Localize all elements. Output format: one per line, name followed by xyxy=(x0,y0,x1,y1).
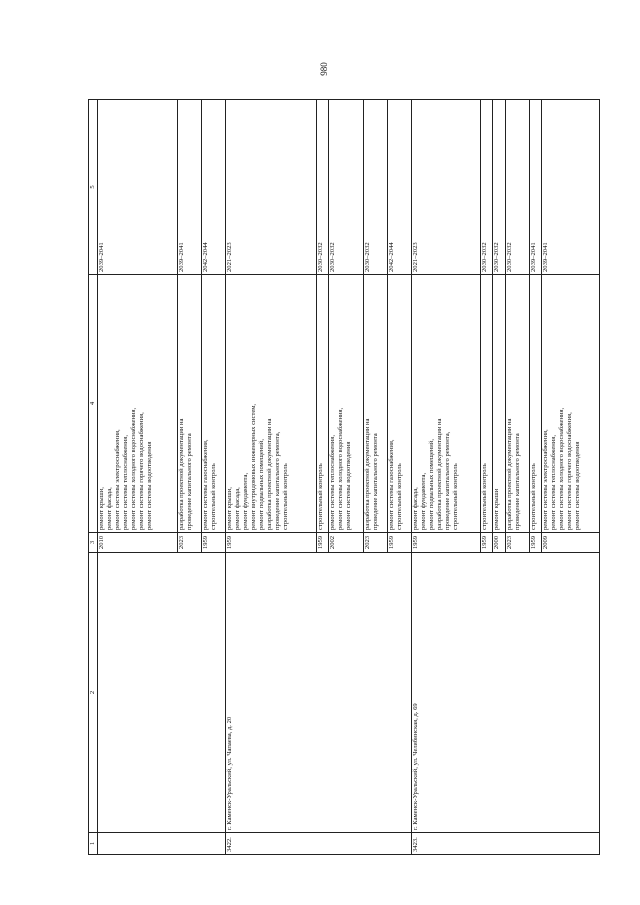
work-item: ремонт фасада, xyxy=(233,487,241,530)
period-cell: 2030–2032 xyxy=(505,100,529,275)
object-address: г. Каменск-Уральский, ул. Челябинская, д. 69 xyxy=(412,553,600,833)
header-cell: 1 xyxy=(89,833,98,855)
work-item: ремонт системы холодного водоснабжения, xyxy=(130,407,137,530)
work-item: ремонт системы водоотведения xyxy=(146,441,153,530)
page-number: 980 xyxy=(319,62,329,76)
work-item: ремонт системы газоснабжения, xyxy=(388,439,396,530)
table-row xyxy=(412,100,481,855)
period-cell: 2042–2044 xyxy=(388,100,412,275)
work-item: ремонт системы холодного водоснабжения, xyxy=(558,407,566,530)
work-item: строительный контроль xyxy=(396,463,404,530)
year-cell: 2023 xyxy=(364,533,388,553)
works-cell xyxy=(201,275,225,533)
object-address: г. Каменск-Уральский, ул. Чапаева, д. 20 xyxy=(225,553,411,833)
period-cell: 2039–2041 xyxy=(98,100,178,275)
year-cell: 1959 xyxy=(529,533,542,553)
table-row xyxy=(225,100,316,855)
work-item: ремонт крыши, xyxy=(225,487,233,530)
year-cell: 2000 xyxy=(493,533,506,553)
year-cell: 1959 xyxy=(388,533,412,553)
work-item: ремонт системы теплоснабжения, xyxy=(122,435,129,530)
work-item: ремонт системы теплоснабжения, xyxy=(550,435,558,530)
period-cell: 2021–2023 xyxy=(412,100,481,275)
period-cell: 2021–2023 xyxy=(225,100,316,275)
year-cell: 1959 xyxy=(201,533,225,553)
work-item: проведение капитального ремонта xyxy=(372,433,380,530)
works-cell xyxy=(493,275,506,533)
period-cell: 2030–2032 xyxy=(493,100,506,275)
header-cell: 5 xyxy=(89,100,98,275)
work-item: строительный контроль xyxy=(316,463,324,530)
year-cell: 2009 xyxy=(542,533,600,553)
year-cell: 2023 xyxy=(177,533,201,553)
object-number: 3423. xyxy=(412,833,600,855)
works-cell xyxy=(225,275,316,533)
work-item: строительный контроль xyxy=(209,463,217,530)
year-cell: 1959 xyxy=(225,533,316,553)
work-item: ремонт фасада, xyxy=(106,487,113,530)
table-row xyxy=(98,100,178,855)
work-item: строительный контроль xyxy=(480,463,488,530)
work-item: ремонт системы водоотведения xyxy=(574,441,582,530)
header-cell: 2 xyxy=(89,553,98,833)
work-item: ремонт системы водоотведения xyxy=(345,441,353,530)
work-item: ремонт системы горячего водоснабжения, xyxy=(138,412,145,530)
works-cell xyxy=(412,275,481,533)
works-cell xyxy=(505,275,529,533)
work-item: разработка проектной документации на xyxy=(364,418,372,530)
works-cell xyxy=(177,275,201,533)
period-cell: 2030–2032 xyxy=(364,100,388,275)
works-cell xyxy=(388,275,412,533)
period-cell: 2042–2044 xyxy=(201,100,225,275)
work-item: ремонт системы горячего водоснабжения, xyxy=(566,412,574,530)
work-item: ремонт внутридомовых инженерных систем, xyxy=(249,403,257,530)
work-item: ремонт системы газоснабжения, xyxy=(201,439,209,530)
work-item: ремонт системы холодного водоснабжения, xyxy=(337,407,345,530)
work-item: проведение капитального ремонта xyxy=(185,433,193,530)
header-cell: 4 xyxy=(89,275,98,533)
work-item: ремонт фундамента, xyxy=(241,472,249,530)
period-cell: 2030–2032 xyxy=(329,100,364,275)
work-item: строительный контроль xyxy=(529,463,537,530)
work-item: ремонт фундамента, xyxy=(420,472,428,530)
header-cell: 3 xyxy=(89,533,98,553)
works-cell xyxy=(529,275,542,533)
works-cell xyxy=(316,275,329,533)
period-cell: 2039–2041 xyxy=(529,100,542,275)
period-cell: 2039–2041 xyxy=(542,100,600,275)
object-address xyxy=(98,553,226,833)
object-number xyxy=(98,833,226,855)
work-item: разработка проектной документации на xyxy=(436,418,444,530)
period-cell: 2030–2032 xyxy=(316,100,329,275)
table-header-row xyxy=(89,100,98,855)
work-item: строительный контроль xyxy=(281,463,289,530)
year-cell: 1959 xyxy=(316,533,329,553)
work-item: строительный контроль xyxy=(452,463,460,530)
works-cell xyxy=(542,275,600,533)
work-item: ремонт фасада, xyxy=(412,487,420,530)
work-item: ремонт системы теплоснабжения, xyxy=(329,435,337,530)
work-item: ремонт подвальных помещений, xyxy=(257,439,265,530)
year-cell: 2023 xyxy=(505,533,529,553)
repair-schedule-table xyxy=(88,99,600,855)
year-cell: 2002 xyxy=(329,533,364,553)
work-item: разработка проектной документации на xyxy=(177,418,185,530)
works-cell xyxy=(364,275,388,533)
repair-schedule-table-wrapper xyxy=(88,100,600,855)
period-cell: 2039–2041 xyxy=(177,100,201,275)
work-item: ремонт системы электроснабжения, xyxy=(542,429,550,530)
period-cell: 2030–2032 xyxy=(480,100,493,275)
year-cell: 1959 xyxy=(412,533,481,553)
work-item: разработка проектной документации на xyxy=(265,418,273,530)
work-item: ремонт крыши, xyxy=(98,487,105,530)
works-cell xyxy=(480,275,493,533)
object-number: 3422. xyxy=(225,833,411,855)
year-cell: 1959 xyxy=(480,533,493,553)
work-item: ремонт подвальных помещений, xyxy=(428,439,436,530)
work-item: разработка проектной документации на xyxy=(505,418,513,530)
work-item: проведение капитального ремонта xyxy=(513,433,521,530)
work-item: ремонт системы электроснабжения, xyxy=(114,429,121,530)
work-item: проведение капитального ремонта, xyxy=(273,431,281,530)
work-item: ремонт крыши xyxy=(493,488,501,530)
works-cell xyxy=(98,275,178,533)
works-cell xyxy=(329,275,364,533)
work-item: проведение капитального ремонта, xyxy=(444,431,452,530)
year-cell: 2010 xyxy=(98,533,178,553)
